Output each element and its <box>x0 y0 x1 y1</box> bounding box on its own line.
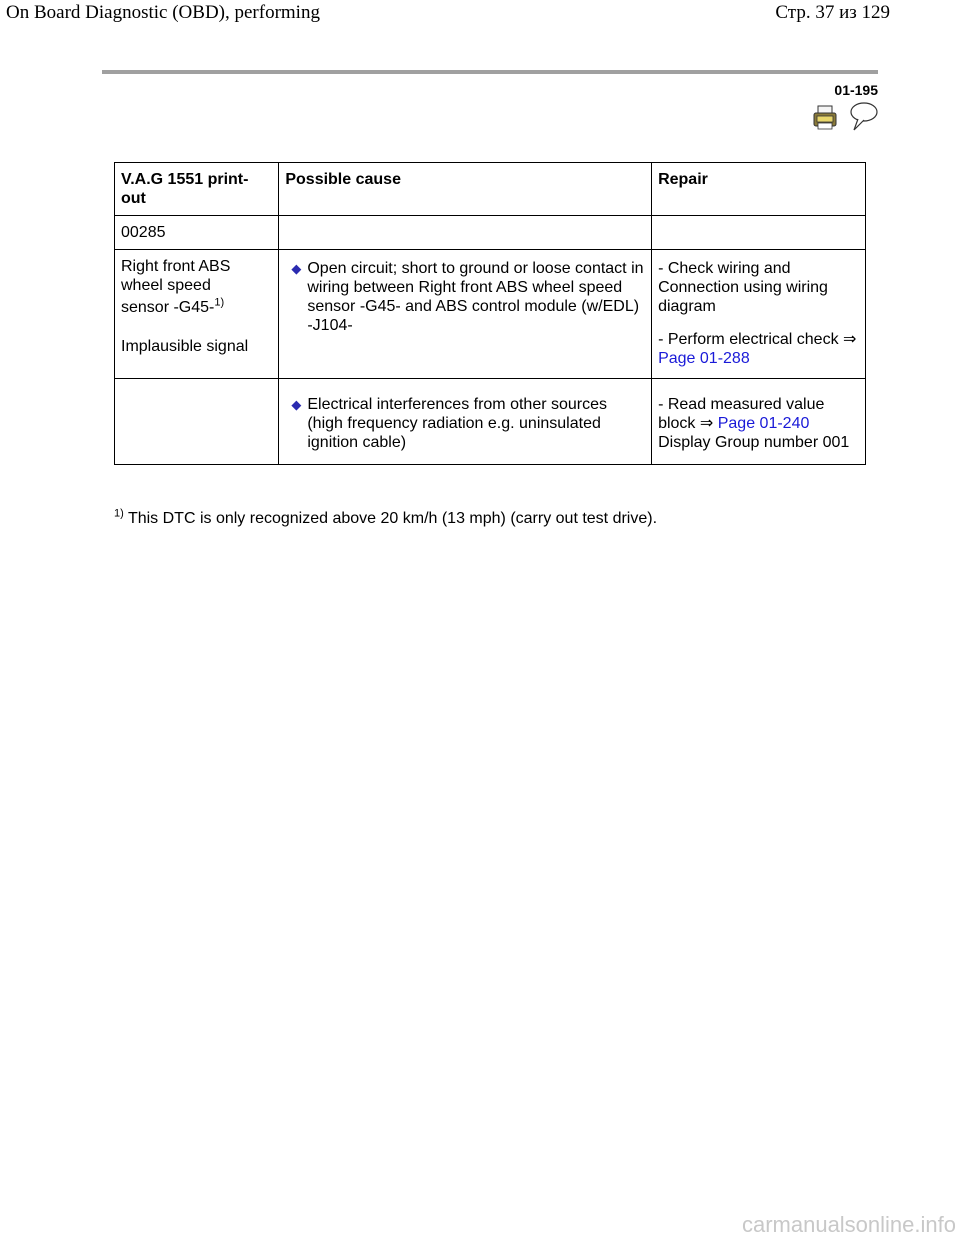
diamond-bullet-icon: ◆ <box>291 397 302 412</box>
component-cell <box>115 250 279 379</box>
repair-step: - Read measured value block ⇒ Page 01-240 <box>658 396 825 432</box>
component-line: Right front ABS <box>121 258 231 275</box>
speech-bubble-icon[interactable] <box>851 103 877 130</box>
footnote-mark: 1) <box>114 507 124 520</box>
footnote-text: This DTC is only recognized above 20 km/h (13 mph) (carry out test drive). <box>127 510 658 527</box>
header-divider <box>102 70 878 74</box>
table-row-code <box>115 216 866 250</box>
repair-step: - Check wiring and Connection using wiring diagram <box>658 260 828 315</box>
repair-step: Display Group number 001 <box>658 434 850 451</box>
watermark: carmanualsonline.info <box>741 1212 956 1237</box>
empty-cell <box>115 379 279 465</box>
component-line: sensor -G45-$^{1)}$ <box>121 296 225 316</box>
page-link[interactable]: Page 01-240 <box>717 415 810 432</box>
cause-text: Open circuit; short to ground or loose contact in wiring between Right front ABS wheel speed sensor -G45- and ABS control module (w/EDL) -J104- <box>307 260 644 334</box>
page-info: Стр. 37 из 129 <box>775 2 890 23</box>
table-row <box>115 379 866 465</box>
repair-step: - Perform electrical check ⇒ Page 01-288 <box>658 331 857 367</box>
cause-cell <box>279 379 652 465</box>
repair-cell <box>652 379 866 465</box>
component-line: wheel speed <box>121 277 211 294</box>
table-header-row <box>115 163 866 216</box>
page-number: 01-195 <box>834 82 878 98</box>
toolbar-icons <box>812 100 882 136</box>
footnote-reference: 1) <box>214 296 225 309</box>
empty-cell <box>652 216 866 250</box>
printer-icon[interactable] <box>814 106 836 129</box>
col-header-cause: Possible cause <box>279 163 652 216</box>
col-header-printout: V.A.G 1551 print-out <box>115 163 279 216</box>
page-link[interactable]: Page 01-288 <box>658 350 750 367</box>
empty-cell <box>279 216 652 250</box>
cause-text: Electrical interferences from other sources (high frequency radiation e.g. uninsulated ignition cable) <box>307 396 608 451</box>
col-header-repair: Repair <box>652 163 866 216</box>
cause-item <box>285 259 645 335</box>
cause-item <box>285 395 645 452</box>
document-title: On Board Diagnostic (OBD), performing <box>6 2 320 23</box>
symptom-text: Implausible signal <box>121 338 249 355</box>
diamond-bullet-icon: ◆ <box>291 261 302 276</box>
cause-cell <box>279 250 652 379</box>
dtc-code: 00285 <box>115 216 279 250</box>
table-row <box>115 250 866 379</box>
footnote <box>114 507 658 528</box>
dtc-table <box>114 162 866 465</box>
repair-cell <box>652 250 866 379</box>
